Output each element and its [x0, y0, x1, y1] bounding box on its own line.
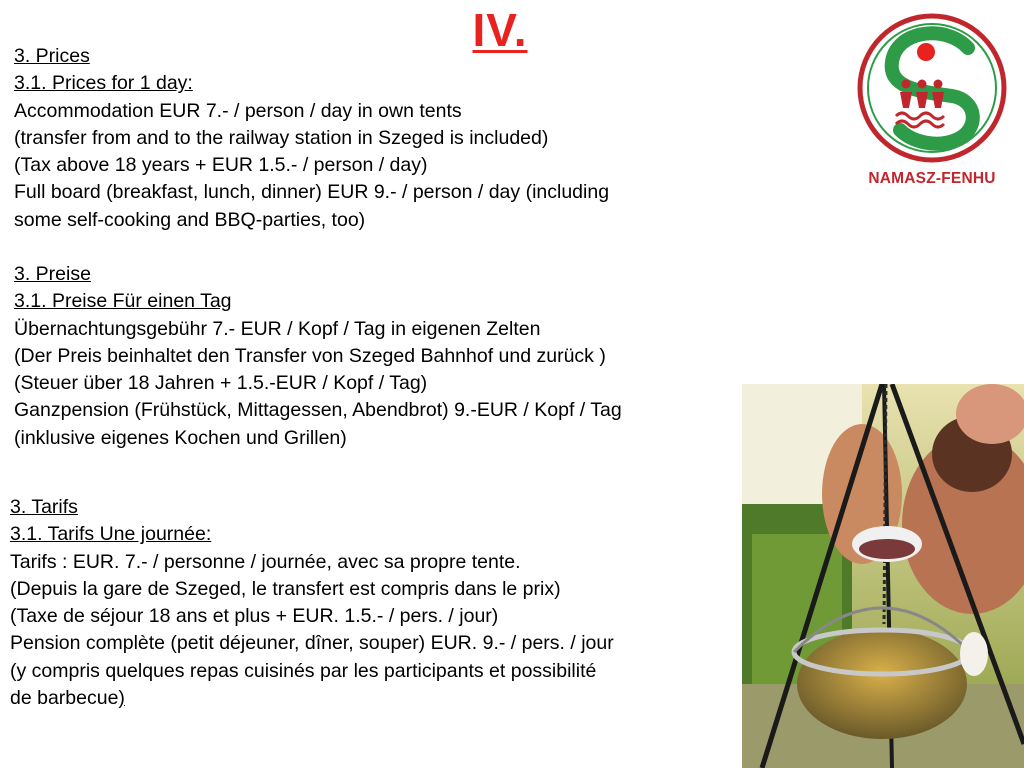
- french-line: Pension complète (petit déjeuner, dîner, souper) EUR. 9.- / pers. / jour: [10, 632, 614, 655]
- cooking-photo-image: [742, 384, 1024, 768]
- english-line: Full board (breakfast, lunch, dinner) EUR 9.- / person / day (including: [14, 181, 610, 204]
- french-line: (Taxe de séjour 18 ans et plus + EUR. 1.5.- / pers. / jour): [10, 605, 499, 628]
- english-line: (transfer from and to the railway station in Szeged is included): [14, 126, 549, 149]
- french-subheading: 3.1. Tarifs Une journée:: [10, 523, 212, 546]
- german-line: (inklusive eigenes Kochen und Grillen): [14, 426, 347, 449]
- english-subheading: 3.1. Prices for 1 day:: [14, 72, 193, 95]
- cooking-pot-photo: [742, 384, 1024, 768]
- french-line: (y compris quelques repas cuisinés par les participants et possibilité: [10, 659, 597, 682]
- french-heading: 3. Tarifs: [10, 496, 78, 518]
- english-line: Accommodation EUR 7.- / person / day in own tents: [14, 99, 462, 122]
- german-subheading: 3.1. Preise Für einen Tag: [14, 290, 232, 313]
- english-heading: 3. Prices: [14, 45, 90, 67]
- french-line: Tarifs : EUR. 7.- / personne / journée, avec sa propre tente.: [10, 550, 521, 573]
- logo-text: NAMASZ-FENHU: [868, 170, 996, 187]
- german-prices-section: [14, 261, 622, 452]
- german-line: (Steuer über 18 Jahren + 1.5.-EUR / Kopf / Tag): [14, 372, 428, 395]
- namasz-fenhu-logo: [856, 12, 1008, 192]
- french-last-line-paren: ): [118, 687, 125, 710]
- french-last-line-text: de barbecue: [10, 687, 119, 710]
- french-line: (Depuis la gare de Szeged, le transfert est compris dans le prix): [10, 577, 561, 600]
- french-prices-section: [10, 494, 614, 712]
- english-prices-section: [14, 43, 609, 234]
- german-heading: 3. Preise: [14, 263, 91, 285]
- logo-emblem-icon: [856, 12, 1008, 170]
- english-line: some self-cooking and BBQ-parties, too): [14, 208, 366, 231]
- german-line: Ganzpension (Frühstück, Mittagessen, Abendbrot) 9.-EUR / Kopf / Tag: [14, 399, 622, 422]
- french-last-line: [10, 685, 614, 712]
- german-line: (Der Preis beinhaltet den Transfer von Szeged Bahnhof und zurück ): [14, 344, 606, 367]
- english-line: (Tax above 18 years + EUR 1.5.- / person / day): [14, 154, 428, 177]
- slide-title: IV.: [472, 4, 528, 56]
- german-line: Übernachtungsgebühr 7.- EUR / Kopf / Tag in eigenen Zelten: [14, 317, 541, 340]
